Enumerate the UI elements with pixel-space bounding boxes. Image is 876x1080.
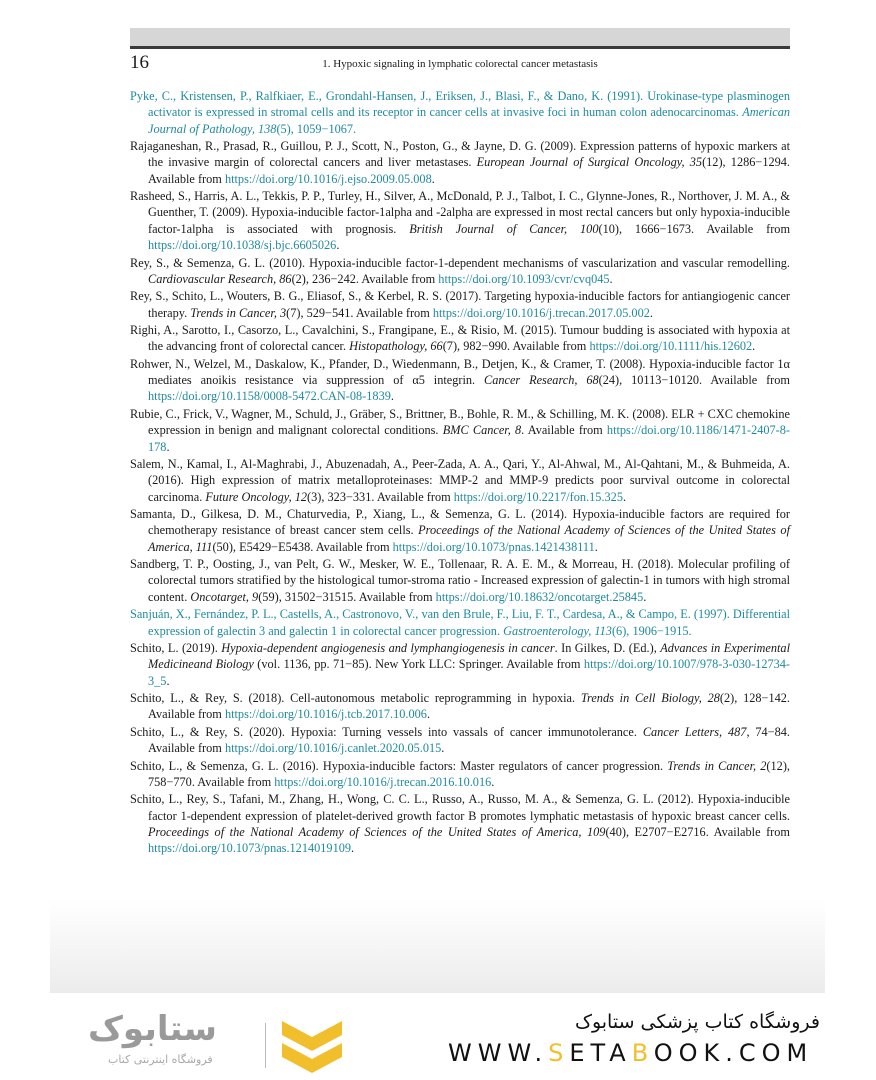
journal-title: Histopathology, 66 (349, 339, 443, 354)
reference-text: Schito, L., & Semenza, G. L. (2016). Hypoxia-inducible factors: Master regulators of cancer progression. (130, 758, 668, 773)
reference-text: Schito, L. (2019). (130, 641, 222, 656)
reference-text: (5), 1059−1067. (276, 121, 357, 136)
reference-text: Rajaganeshan, R., Prasad, R., Guillou, P. J., Scott, N., Poston, G., & Jayne, D. G. (2009). Expression patterns of hypoxic markers at the invasive margin of colorectal cancers and liver metastases. (130, 139, 790, 170)
reference-text: Samanta, D., Gilkesa, D. M., Chaturvedia, P., Xiang, L., & Semenza, G. L. (2014). Hypoxia-inducible factors are required for chemotherapy resistance of breast cancer stem cells. (130, 507, 790, 538)
reference-entry (130, 288, 790, 321)
watermark-footer (0, 993, 876, 1080)
reference-text: Schito, L., & Rey, S. (2020). Hypoxia: Turning vessels into vassals of cancer immunotolerance. (130, 724, 643, 739)
reference-entry (130, 791, 790, 856)
url-part: OOK.COM (653, 1039, 814, 1067)
reference-text: . (166, 673, 170, 688)
reference-text: . (431, 171, 435, 186)
store-url[interactable] (448, 1039, 813, 1067)
reference-text: . (609, 271, 613, 286)
reference-text: (vol. 1136, pp. 71−85). New York LLC: Springer. Available from (253, 657, 584, 672)
reference-entry (130, 506, 790, 555)
reference-text: (12), 1286−1294. Available from (148, 155, 790, 186)
reference-text: (24), 10113−10120. Available from (598, 373, 790, 388)
page-number: 16 (130, 52, 149, 73)
reference-entry (130, 456, 790, 505)
reference-text: . (166, 439, 170, 454)
journal-title: Oncotarget, 9 (190, 589, 259, 604)
doi-link[interactable]: https://doi.org/10.1016/j.canlet.2020.05.015 (224, 741, 442, 756)
reference-entry (130, 188, 790, 253)
reference-text: . (594, 539, 598, 554)
reference-text: Rasheed, S., Harris, A. L., Tekkis, P. P., Turley, H., Silver, A., McDonald, P. J., Talbot, I. C., Glynne-Jones, R., Northover, J. M. A., & Guenther, T. (2009). Hypoxia-inducible factor-1alpha and -2alpha are expressed in most rectal cancers but only hypoxia-inducible factor-1alpha is associated with prognosis. (130, 189, 790, 236)
reference-text: Rohwer, N., Welzel, M., Daskalow, K., Pfander, D., Wiedenmann, B., Detjen, K., & Cramer, T. (2008). Hypoxia-inducible factor 1α mediates anoikis resistance via suppression of α5 integrin. (130, 356, 790, 388)
reference-entry (130, 724, 790, 757)
reference-text: (12), 758−770. Available from (148, 758, 790, 789)
reference-entry (130, 406, 790, 455)
reference-entry (130, 556, 790, 605)
reference-text: . (426, 707, 431, 722)
reference-text: Sanjuán, X., Fernández, P. L., Castells, A., Castronovo, V., van den Brule, F., Liu, F. T., Cardesa, A., & Campo, E. (1997). Differential expression of galectin 3 and galectin 1 in colorectal cancer progression. (130, 607, 790, 638)
reference-text: Rey, S., Schito, L., Wouters, B. G., Eliasof, S., & Kerbel, R. S. (2017). Targeting hypoxia-inducible factors for antiangiogenic cancer therapy. (130, 289, 790, 320)
reference-text: . (752, 339, 756, 354)
reference-entry (130, 356, 790, 405)
journal-title: Hypoxia-dependent angiogenesis and lymphangiogenesis in cancer (221, 641, 555, 656)
doi-link[interactable]: https://doi.org/10.1016/j.tcb.2017.10.006 (224, 707, 427, 722)
doi-link[interactable]: https://doi.org/10.1007/978-3-030-12734-3_5 (148, 657, 791, 688)
header-bar (130, 28, 790, 49)
doi-link[interactable]: https://doi.org/10.18632/oncotarget.25845 (435, 589, 644, 604)
url-part: ETA (569, 1039, 632, 1067)
reference-text: (50), E5429−E5438. Available from (212, 539, 393, 554)
doi-link[interactable]: https://doi.org/10.1073/pnas.1421438111 (392, 539, 595, 554)
journal-title: Future Oncology, 12 (205, 489, 308, 504)
url-part: WWW. (448, 1039, 549, 1067)
reference-entry (130, 322, 790, 355)
doi-link[interactable]: https://doi.org/10.1016/j.ejso.2009.05.008 (224, 171, 432, 186)
reference-entry (130, 640, 790, 689)
reference-entry (130, 606, 790, 639)
journal-title: Cancer Letters, 487 (642, 724, 747, 739)
reference-text: (2), 236−242. Available from (291, 271, 439, 286)
logo-subtitle: فروشگاه اینترنتی کتاب (108, 1053, 213, 1066)
reference-text: . In Gilkes, D. (Ed.), (554, 641, 661, 656)
chevron-logo-icon (282, 1021, 342, 1076)
doi-link[interactable]: https://doi.org/10.1016/j.trecan.2016.10.016 (274, 774, 492, 789)
journal-title: British Journal of Cancer, 100 (409, 221, 599, 236)
reference-text: Salem, N., Kamal, I., Al-Maghrabi, J., Abuzenadah, A., Peer-Zada, A. A., Qari, Y., Al-Ahwal, M., Al-Qahtani, M., & Buhmeida, A. (2016). High expression of matrix metalloproteinases: MMP-2 and MMP-9 predicts poor survival outcome in colorectal carcinoma. (130, 457, 790, 504)
journal-title: Trends in Cell Biology, 28 (580, 691, 720, 706)
reference-text: Schito, L., Rey, S., Tafani, M., Zhang, H., Wong, C. C. L., Russo, A., Russo, M. A., & Semenza, G. L. (2012). Hypoxia-inducible factor 1-dependent expression of platelet-derived growth factor B promotes lymphatic metastasis of hypoxic breast cancer cells. (130, 792, 790, 823)
journal-title: Proceedings of the National Academy of Sciences of the United States of America, 109 (148, 825, 606, 840)
reference-text: . (491, 774, 495, 789)
reference-entry (130, 690, 790, 723)
doi-link[interactable]: https://doi.org/10.1038/sj.bjc.6605026 (148, 238, 337, 253)
reference-text: (6), 1906−1915. (611, 623, 692, 638)
reference-text: . (336, 238, 340, 253)
reference-text: (40), E2707−E2716. Available from (605, 825, 790, 840)
reference-text: Pyke, C., Kristensen, P., Ralfkiaer, E., Grondahl-Hansen, J., Eriksen, J., Blasi, F., & Dano, K. (1991). Urokinase-type plasminogen activator is expressed in stromal cells and its receptor in cancer cells at invasive foci in human colon adenocarcinomas. (130, 89, 790, 120)
reference-text: (2), 128−142. Available from (148, 691, 790, 722)
reference-list (130, 88, 790, 858)
doi-link[interactable]: https://doi.org/10.1093/cvr/cvq045 (438, 271, 610, 286)
reference-entry (130, 138, 790, 187)
doi-link[interactable]: https://doi.org/10.1016/j.trecan.2017.05.002 (432, 305, 650, 320)
running-title: 1. Hypoxic signaling in lymphatic colorectal cancer metastasis (322, 58, 598, 70)
journal-title: Cancer Research, 68 (484, 373, 599, 388)
reference-text: . (622, 489, 627, 504)
store-name: فروشگاه کتاب پزشکی ستابوک (574, 1011, 820, 1033)
reference-text: . (441, 741, 445, 756)
logo-divider (265, 1023, 266, 1068)
reference-text: . (643, 589, 647, 604)
reference-text: (3), 323−331. Available from (307, 489, 454, 504)
reference-text: (59), 31502−31515. Available from (258, 589, 436, 604)
journal-title: European Journal of Surgical Oncology, 35 (476, 155, 703, 170)
reference-text: (10), 1666−1673. Available from (598, 221, 791, 236)
journal-title: BMC Cancer, 8 (442, 423, 522, 438)
reference-entry (130, 255, 790, 288)
reference-text: Rubie, C., Frick, V., Wagner, M., Schuld, J., Gräber, S., Brittner, B., Bohle, R. M., & Schilling, M. K. (2008). ELR + CXC chemokine expression in benign and malignant colorectal conditions. (130, 406, 790, 438)
reference-text: Schito, L., & Rey, S. (2018). Cell-autonomous metabolic reprogramming in hypoxia. (130, 691, 581, 706)
reference-entry (130, 758, 790, 791)
doi-link[interactable]: https://doi.org/10.1111/his.12602 (589, 339, 753, 354)
reference-text: (7), 982−990. Available from (442, 339, 590, 354)
journal-title: American Journal of Pathology, 138 (148, 105, 790, 136)
journal-title: Proceedings of the National Academy of Sciences of the United States of America, 111 (148, 523, 790, 554)
journal-title: Trends in Cancer, 2 (667, 758, 767, 773)
reference-text: . (351, 841, 355, 856)
journal-title: Advances in Experimental Medicineand Biology (148, 641, 790, 672)
doi-link[interactable]: https://doi.org/10.1073/pnas.1214019109 (148, 841, 352, 856)
reference-text: . Available from (521, 423, 607, 438)
reference-text: . (649, 305, 653, 320)
reference-text: , 74−84. Available from (148, 724, 791, 756)
logo-wordmark: ستابوک (88, 1009, 217, 1049)
url-part: S (548, 1039, 570, 1067)
doi-link[interactable]: https://doi.org/10.1186/1471-2407-8-178 (148, 423, 791, 454)
reference-text: Sandberg, T. P., Oosting, J., van Pelt, G. W., Mesker, W. E., Tollenaar, R. A. E. M., & Morreau, H. (2018). Molecular profiling of colorectal tumors stratified by the histological tumor-stroma ratio - Increased expression of galectin-1 in tumors with high stromal content. (130, 557, 790, 604)
journal-title: Gastroenterology, 113 (503, 623, 612, 638)
journal-title: Cardiovascular Research, 86 (148, 271, 292, 286)
doi-link[interactable]: https://doi.org/10.2217/fon.15.325 (453, 489, 623, 504)
url-part: B (631, 1039, 654, 1067)
reference-text: (7), 529−541. Available from (286, 305, 433, 320)
journal-title: Trends in Cancer, 3 (190, 305, 287, 320)
reference-text: Righi, A., Sarotto, I., Casorzo, L., Cavalchini, S., Frangipane, E., & Risio, M. (2015). Tumour budding is associated with hypoxia at the advancing front of colorectal cancer. (130, 323, 790, 354)
reference-entry (130, 88, 790, 137)
reference-text: Rey, S., & Semenza, G. L. (2010). Hypoxia-inducible factor-1-dependent mechanisms of vascularization and vascular remodelling. (130, 255, 790, 270)
doi-link[interactable]: https://doi.org/10.1158/0008-5472.CAN-08-1839 (148, 389, 391, 404)
reference-text: . (390, 389, 394, 404)
